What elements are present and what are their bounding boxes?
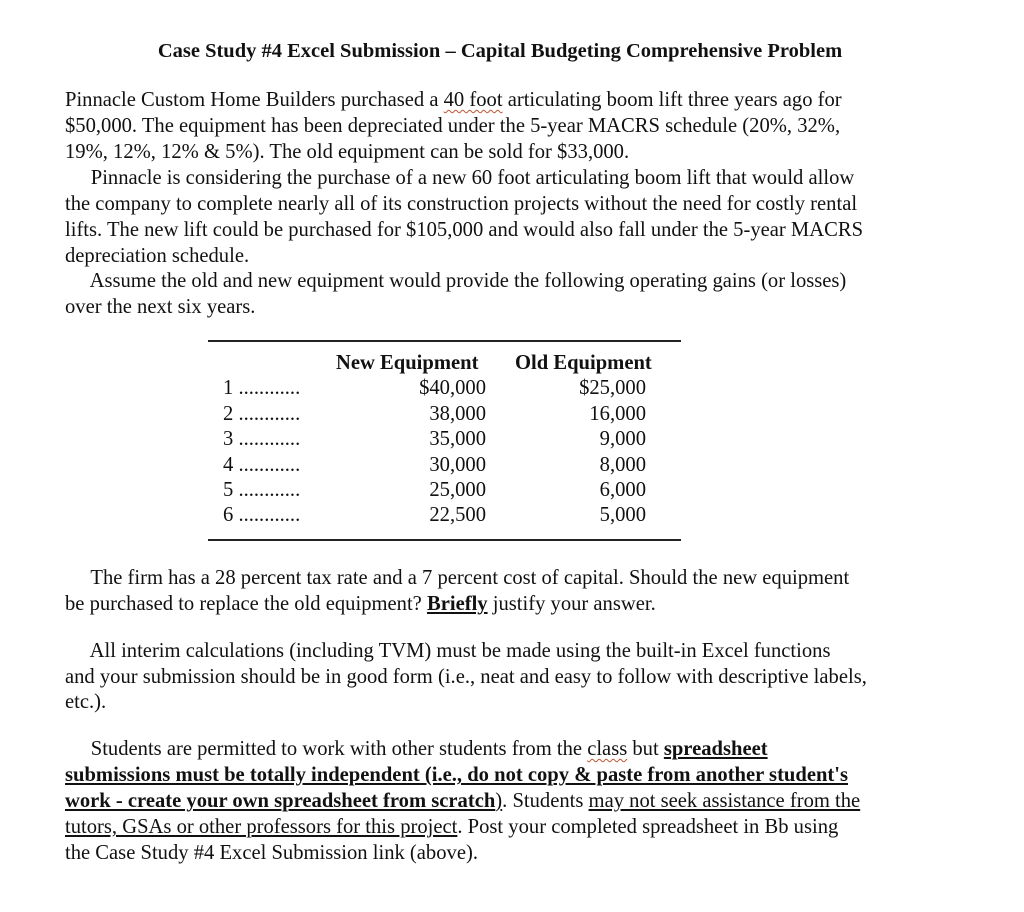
text-line [65,113,840,139]
text-segment: may not seek assistance from the [588,790,861,812]
year-cell: 1 ............ [223,377,301,400]
text-line [65,638,830,664]
table-row [208,503,681,528]
text-segment: over the next six years. [65,296,256,318]
table-bottom-rule [208,539,681,541]
text-line [65,243,249,269]
text-line [65,217,863,243]
text-line [65,814,838,840]
text-line [65,191,857,217]
text-line [65,736,768,762]
text-segment: etc.). [65,691,107,713]
text-line [65,762,848,788]
text-line [65,139,629,165]
year-cell: 5 ............ [223,478,301,501]
new-equipment-cell: $40,000 [419,377,486,400]
text-segment: lifts. The new lift could be purchased for $105,000 and would also fall under the 5-year MACRS [65,219,864,241]
text-segment: 19%, 12%, 12% & 5%). The old equipment can be sold for $33,000. [65,141,630,163]
table-row [208,376,681,401]
year-cell: 4 ............ [223,453,301,476]
text-segment: spreadsheet [663,738,768,760]
text-line [65,591,656,617]
text-segment: but [627,738,664,760]
text-segment: work - create your own spreadsheet from scratch [65,790,496,812]
text-segment: submissions must be totally independent (i.e., do not copy & paste from another student's [65,764,849,786]
table-row [208,478,681,503]
text-segment: class [587,738,628,760]
text-segment: justify your answer. [487,593,656,615]
year-cell: 2 ............ [223,402,301,425]
text-line [65,294,255,320]
table-row [208,427,681,452]
text-segment: Briefly [426,593,488,615]
text-segment: the Case Study #4 Excel Submission link (above). [65,842,478,864]
year-cell: 3 ............ [223,428,301,451]
text-line [65,268,846,294]
old-equipment-cell: 8,000 [599,453,646,476]
operating-gains-table [208,351,681,529]
old-equipment-cell: 16,000 [589,402,646,425]
new-equipment-cell: 25,000 [429,478,486,501]
text-line [65,689,106,715]
text-line [65,788,860,814]
text-segment: All interim calculations (including TVM) must be made using the built-in Excel functions [65,640,831,662]
text-segment: articulating boom lift three years ago for [502,89,842,111]
new-equipment-cell: 30,000 [429,453,486,476]
text-segment: . Students [502,790,589,812]
text-segment: ) [495,790,503,812]
text-line [65,87,842,113]
text-segment: Pinnacle is considering the purchase of a new 60 foot articulating boom lift that would allow [65,167,855,189]
new-equipment-cell: 22,500 [429,504,486,527]
document-title: Case Study #4 Excel Submission – Capital Budgeting Comprehensive Problem [157,40,843,62]
text-segment: depreciation schedule. [65,245,250,267]
text-segment: The firm has a 28 percent tax rate and a 7 percent cost of capital. Should the new equipment [65,567,850,589]
text-segment: tutors, GSAs or other professors for this project [65,816,458,838]
table-row [208,453,681,478]
text-segment: Assume the old and new equipment would provide the following operating gains (or losses) [65,270,847,292]
text-line [65,664,867,690]
header-old-equipment: Old Equipment [515,352,652,374]
old-equipment-cell: $25,000 [579,377,646,400]
text-segment: and your submission should be in good form (i.e., neat and easy to follow with descriptive labels, [65,666,867,688]
old-equipment-cell: 6,000 [599,478,646,501]
text-segment: be purchased to replace the old equipment? [65,593,427,615]
text-segment: $50,000. The equipment has been depreciated under the 5-year MACRS schedule (20%, 32%, [65,115,841,137]
text-segment: Pinnacle Custom Home Builders purchased a [65,89,444,111]
table-header-row [208,351,681,376]
text-line [65,840,478,866]
table-top-rule [208,340,681,342]
text-segment: the company to complete nearly all of its construction projects without the need for costly rental [65,193,858,215]
text-line [65,165,854,191]
year-cell: 6 ............ [223,504,301,527]
text-segment: . Post your completed spreadsheet in Bb using [457,816,839,838]
header-new-equipment: New Equipment [336,352,479,374]
old-equipment-cell: 9,000 [599,428,646,451]
table-row [208,402,681,427]
text-segment: 40 foot [443,89,503,111]
new-equipment-cell: 35,000 [429,428,486,451]
old-equipment-cell: 5,000 [599,504,646,527]
text-line [65,565,849,591]
text-segment: Students are permitted to work with other students from the [65,738,588,760]
new-equipment-cell: 38,000 [429,402,486,425]
